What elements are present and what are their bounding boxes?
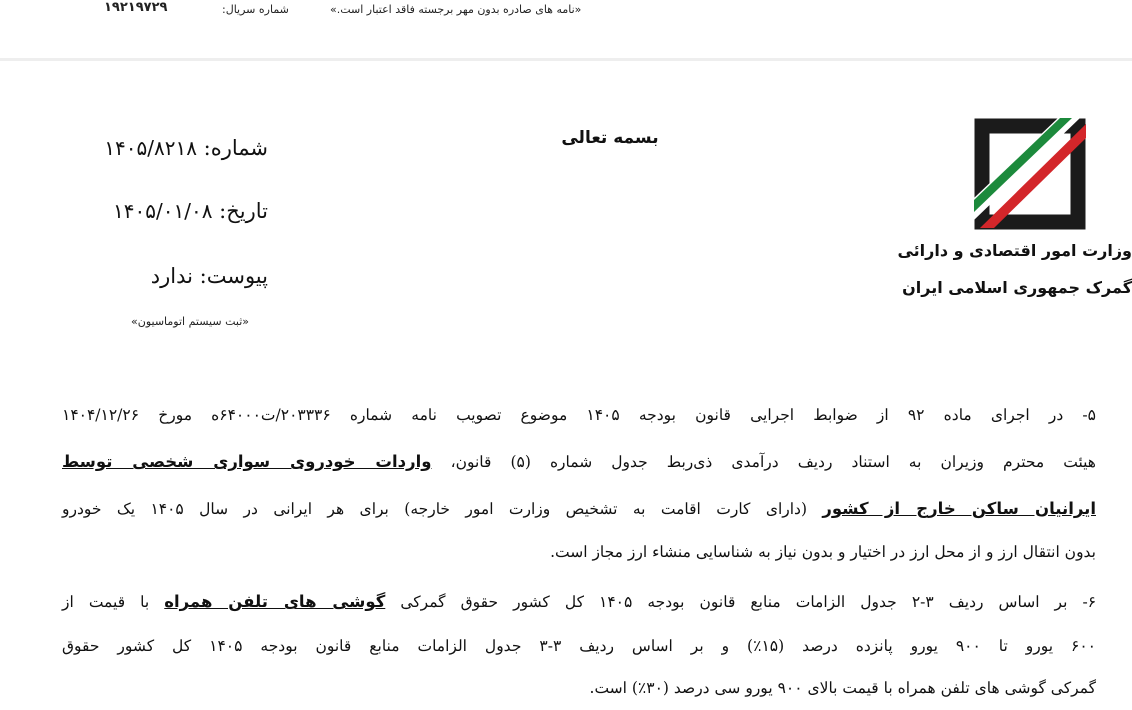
- clause-6-text: با قیمت از: [62, 593, 150, 611]
- clause-6-text: ۶- بر اساس ردیف ۳-۲ جدول الزامات منابع قانون بودجه ۱۴۰۵ کل کشور حقوق گمرکی: [400, 593, 1097, 611]
- org-ministry: وزارت امور اقتصادی و دارائی: [897, 241, 1132, 260]
- org-customs: گمرک جمهوری اسلامی ایران: [902, 278, 1132, 297]
- clause-5-emphasis-2: ایرانیان ساکن خارج از کشور: [822, 499, 1096, 518]
- customs-logo-icon: [972, 116, 1088, 232]
- clause-6-line-2: ۶۰۰ یورو تا ۹۰۰ یورو پانزده درصد (۱۵٪) و بر اساس ردیف ۳-۳ جدول الزامات منابع قانون بودجه ۱۴۰۵ کل کشور حقوق: [62, 637, 1097, 655]
- clause-6-emphasis: گوشی های تلفن همراه: [164, 592, 386, 611]
- validity-notice: «نامه های صادره بدون مهر برجسته فاقد اعتبار است.»: [330, 3, 582, 16]
- top-bar: [0, 0, 1132, 28]
- clause-5-text: (دارای کارت اقامت به تشخیص وزارت امور خارجه) برای هر ایرانی در سال ۱۴۰۵ یک خودرو: [62, 500, 808, 518]
- clause-5: [62, 400, 1096, 580]
- date-value: ۱۴۰۵/۰۱/۰۸: [113, 199, 213, 223]
- serial-label: شماره سریال:: [222, 3, 289, 16]
- clause-6: [62, 587, 1096, 707]
- clause-5-line-1: ۵- در اجرای ماده ۹۲ از ضوابط اجرایی قانون بودجه ۱۴۰۵ موضوع تصویب نامه شماره ۲۰۳۳۳۶/ت۶۴۰۰۰ه مورخ ۱۴۰۴/۱۲/۲۶: [62, 406, 1096, 424]
- clause-6-line-1: [62, 587, 1096, 617]
- clause-5-emphasis-1: واردات خودروی سواری شخصی توسط: [62, 452, 432, 471]
- number-value: ۱۴۰۵/۸۲۱۸: [104, 136, 197, 160]
- letter-attachment: [151, 264, 268, 288]
- clause-5-line-2: [62, 447, 1096, 477]
- clause-5-line-3: [62, 494, 1096, 524]
- attachment-value: ندارد: [150, 264, 193, 288]
- letter-date: [113, 199, 268, 223]
- clause-5-text: هیئت محترم وزیران به استناد ردیف درآمدی ذی‌ربط جدول شماره (۵) قانون،: [450, 453, 1096, 471]
- serial-value: ۱۹۲۱۹۷۲۹: [104, 0, 168, 15]
- date-label: تاریخ:: [219, 199, 268, 223]
- attachment-label: پیوست:: [199, 264, 268, 288]
- number-label: شماره:: [203, 136, 268, 160]
- clause-6-line-3: گمرکی گوشی های تلفن همراه با قیمت بالای ۹۰۰ یورو سی درصد (۳۰٪) است.: [589, 679, 1096, 697]
- clause-5-line-4: بدون انتقال ارز و از محل ارز در اختیار و بدون نیاز به شناسایی منشاء ارز مجاز است.: [550, 543, 1096, 561]
- automation-note: «ثبت سیستم اتوماسیون»: [131, 315, 249, 328]
- bismillah-heading: بسمه تعالی: [561, 128, 659, 148]
- letter-number: [104, 136, 268, 160]
- header-divider: [0, 58, 1132, 61]
